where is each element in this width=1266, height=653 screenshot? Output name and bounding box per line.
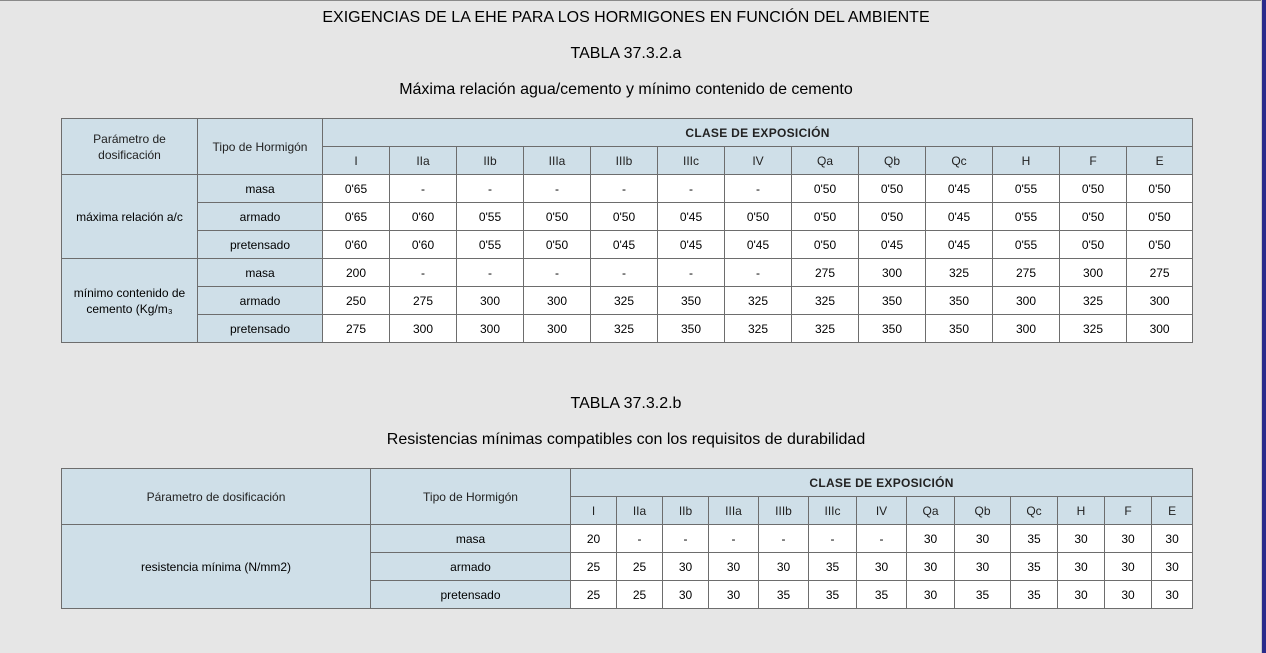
class-header-cell: IIa (390, 147, 457, 175)
value-cell: 30 (663, 581, 709, 609)
table-b (61, 468, 1193, 609)
class-header-cell: E (1127, 147, 1193, 175)
value-cell: 350 (658, 287, 725, 315)
value-cell: 0'45 (859, 231, 926, 259)
value-cell: 30 (955, 525, 1011, 553)
table-a-caption: Máxima relación agua/cemento y mínimo contenido de cemento (399, 81, 853, 98)
value-cell: 350 (926, 287, 993, 315)
value-cell: - (591, 259, 658, 287)
value-cell: 325 (1060, 315, 1127, 343)
value-cell: 0'45 (926, 175, 993, 203)
window-top-border (0, 0, 1266, 1)
table-row (62, 231, 1193, 259)
value-cell: - (524, 175, 591, 203)
value-cell: 350 (859, 315, 926, 343)
value-cell: 35 (1011, 553, 1058, 581)
value-cell: 0'50 (1060, 203, 1127, 231)
value-cell: 35 (809, 581, 857, 609)
value-cell: 30 (1058, 553, 1105, 581)
tipo-label: pretensado (198, 231, 323, 259)
table-a-id: TABLA 37.3.2.a (570, 45, 682, 62)
value-cell: 300 (859, 259, 926, 287)
value-cell: 30 (709, 553, 759, 581)
value-cell: 275 (792, 259, 859, 287)
value-cell: 35 (857, 581, 907, 609)
class-header-cell: F (1060, 147, 1127, 175)
value-cell: 275 (993, 259, 1060, 287)
value-cell: - (658, 259, 725, 287)
value-cell: 0'50 (1127, 203, 1193, 231)
value-cell: 300 (1127, 287, 1193, 315)
value-cell: 325 (1060, 287, 1127, 315)
value-cell: 300 (524, 315, 591, 343)
value-cell: 300 (457, 287, 524, 315)
table-row (62, 203, 1193, 231)
value-cell: 30 (1105, 525, 1152, 553)
value-cell: 30 (759, 553, 809, 581)
value-cell: 0'50 (792, 203, 859, 231)
value-cell: - (857, 525, 907, 553)
value-cell: 0'45 (926, 203, 993, 231)
value-cell: 350 (658, 315, 725, 343)
class-header-cell: Qa (792, 147, 859, 175)
param-label: resistencia mínima (N/mm2) (62, 525, 371, 609)
class-header-cell: E (1152, 497, 1193, 525)
class-header-cell: IIIc (809, 497, 857, 525)
value-cell: 275 (323, 315, 390, 343)
value-cell: 300 (1127, 315, 1193, 343)
value-cell: 30 (857, 553, 907, 581)
value-cell: - (457, 175, 524, 203)
value-cell: 0'50 (792, 231, 859, 259)
param-label: mínimo contenido de cemento (Kg/m₃ (62, 259, 198, 343)
value-cell: 25 (617, 553, 663, 581)
clase-header: CLASE DE EXPOSICIÓN (571, 469, 1193, 497)
value-cell: - (663, 525, 709, 553)
tipo-label: armado (371, 553, 571, 581)
value-cell: 30 (1152, 553, 1193, 581)
value-cell: 20 (571, 525, 617, 553)
value-cell: 0'60 (390, 231, 457, 259)
value-cell: 350 (859, 287, 926, 315)
value-cell: 300 (993, 287, 1060, 315)
table-row (62, 175, 1193, 203)
value-cell: 30 (907, 581, 955, 609)
param-label: máxima relación a/c (62, 175, 198, 259)
value-cell: 0'55 (993, 231, 1060, 259)
value-cell: 0'50 (1060, 231, 1127, 259)
value-cell: 275 (390, 287, 457, 315)
value-cell: 325 (792, 315, 859, 343)
value-cell: - (709, 525, 759, 553)
value-cell: 275 (1127, 259, 1193, 287)
value-cell: 325 (725, 287, 792, 315)
class-header-cell: I (571, 497, 617, 525)
class-header-cell: IIIb (759, 497, 809, 525)
value-cell: 25 (571, 581, 617, 609)
value-cell: 0'50 (524, 203, 591, 231)
value-cell: - (809, 525, 857, 553)
clase-header: CLASE DE EXPOSICIÓN (323, 119, 1193, 147)
table-row (62, 315, 1193, 343)
value-cell: 325 (591, 315, 658, 343)
value-cell: 0'45 (658, 231, 725, 259)
value-cell: 0'45 (926, 231, 993, 259)
value-cell: 0'55 (457, 203, 524, 231)
class-header-cell: H (1058, 497, 1105, 525)
table-b-id: TABLA 37.3.2.b (570, 395, 682, 412)
value-cell: 300 (457, 315, 524, 343)
value-cell: 0'55 (457, 231, 524, 259)
class-header-cell: IIb (663, 497, 709, 525)
value-cell: 0'45 (725, 231, 792, 259)
tipo-header: Tipo de Hormigón (198, 119, 323, 175)
class-header-cell: Qc (1011, 497, 1058, 525)
table-row (62, 525, 1193, 553)
class-header-cell: Qc (926, 147, 993, 175)
value-cell: 30 (1105, 553, 1152, 581)
value-cell: 35 (809, 553, 857, 581)
table-b-body (62, 469, 1193, 609)
header-row (62, 469, 1193, 497)
value-cell: 35 (955, 581, 1011, 609)
value-cell: 0'55 (993, 203, 1060, 231)
value-cell: - (658, 175, 725, 203)
table-a (61, 118, 1193, 343)
value-cell: 30 (1152, 581, 1193, 609)
value-cell: 30 (1105, 581, 1152, 609)
value-cell: 30 (663, 553, 709, 581)
value-cell: - (457, 259, 524, 287)
value-cell: - (725, 175, 792, 203)
table-b-caption: Resistencias mínimas compatibles con los requisitos de durabilidad (386, 431, 866, 448)
class-header-cell: Qb (955, 497, 1011, 525)
param-header: Parámetro de dosificación (62, 119, 198, 175)
value-cell: 0'50 (1127, 231, 1193, 259)
class-header-cell: I (323, 147, 390, 175)
class-header-cell: IV (857, 497, 907, 525)
value-cell: 0'50 (1060, 175, 1127, 203)
value-cell: 30 (907, 553, 955, 581)
value-cell: 325 (926, 259, 993, 287)
class-header-cell: IIIa (709, 497, 759, 525)
value-cell: - (725, 259, 792, 287)
window-scrollbar-edge (1262, 0, 1266, 653)
value-cell: 0'45 (591, 231, 658, 259)
tipo-label: pretensado (198, 315, 323, 343)
value-cell: 0'50 (1127, 175, 1193, 203)
table-row (62, 287, 1193, 315)
class-header-cell: F (1105, 497, 1152, 525)
value-cell: 350 (926, 315, 993, 343)
value-cell: - (591, 175, 658, 203)
value-cell: 0'50 (591, 203, 658, 231)
class-header-cell: IV (725, 147, 792, 175)
value-cell: - (390, 175, 457, 203)
value-cell: 30 (955, 553, 1011, 581)
value-cell: 0'65 (323, 203, 390, 231)
value-cell: 30 (1058, 525, 1105, 553)
value-cell: 30 (907, 525, 955, 553)
value-cell: - (617, 525, 663, 553)
value-cell: 325 (792, 287, 859, 315)
tipo-label: masa (198, 175, 323, 203)
param-header: Párametro de dosificación (62, 469, 371, 525)
tipo-header: Tipo de Hormigón (371, 469, 571, 525)
value-cell: 0'45 (658, 203, 725, 231)
value-cell: 300 (390, 315, 457, 343)
table-a-body (62, 119, 1193, 343)
header-row (62, 119, 1193, 147)
class-header-cell: Qb (859, 147, 926, 175)
value-cell: 0'50 (725, 203, 792, 231)
value-cell: 25 (571, 553, 617, 581)
class-header-cell: IIb (457, 147, 524, 175)
value-cell: - (524, 259, 591, 287)
value-cell: 300 (1060, 259, 1127, 287)
tipo-label: armado (198, 203, 323, 231)
value-cell: 30 (709, 581, 759, 609)
value-cell: 0'65 (323, 175, 390, 203)
value-cell: 300 (524, 287, 591, 315)
table-row (62, 259, 1193, 287)
class-header-cell: Qa (907, 497, 955, 525)
value-cell: - (390, 259, 457, 287)
tipo-label: masa (198, 259, 323, 287)
tipo-label: armado (198, 287, 323, 315)
class-header-cell: IIIc (658, 147, 725, 175)
value-cell: 200 (323, 259, 390, 287)
value-cell: 250 (323, 287, 390, 315)
value-cell: 35 (759, 581, 809, 609)
value-cell: 0'60 (323, 231, 390, 259)
value-cell: - (759, 525, 809, 553)
value-cell: 325 (591, 287, 658, 315)
value-cell: 30 (1058, 581, 1105, 609)
tipo-label: pretensado (371, 581, 571, 609)
value-cell: 0'55 (993, 175, 1060, 203)
class-header-cell: IIa (617, 497, 663, 525)
tipo-label: masa (371, 525, 571, 553)
value-cell: 0'50 (524, 231, 591, 259)
value-cell: 0'50 (792, 175, 859, 203)
value-cell: 0'50 (859, 175, 926, 203)
value-cell: 30 (1152, 525, 1193, 553)
value-cell: 300 (993, 315, 1060, 343)
class-header-cell: H (993, 147, 1060, 175)
value-cell: 0'50 (859, 203, 926, 231)
page-title: EXIGENCIAS DE LA EHE PARA LOS HORMIGONES EN FUNCIÓN DEL AMBIENTE (322, 9, 930, 26)
value-cell: 325 (725, 315, 792, 343)
value-cell: 0'60 (390, 203, 457, 231)
value-cell: 35 (1011, 581, 1058, 609)
class-header-cell: IIIa (524, 147, 591, 175)
value-cell: 35 (1011, 525, 1058, 553)
class-header-cell: IIIb (591, 147, 658, 175)
value-cell: 25 (617, 581, 663, 609)
